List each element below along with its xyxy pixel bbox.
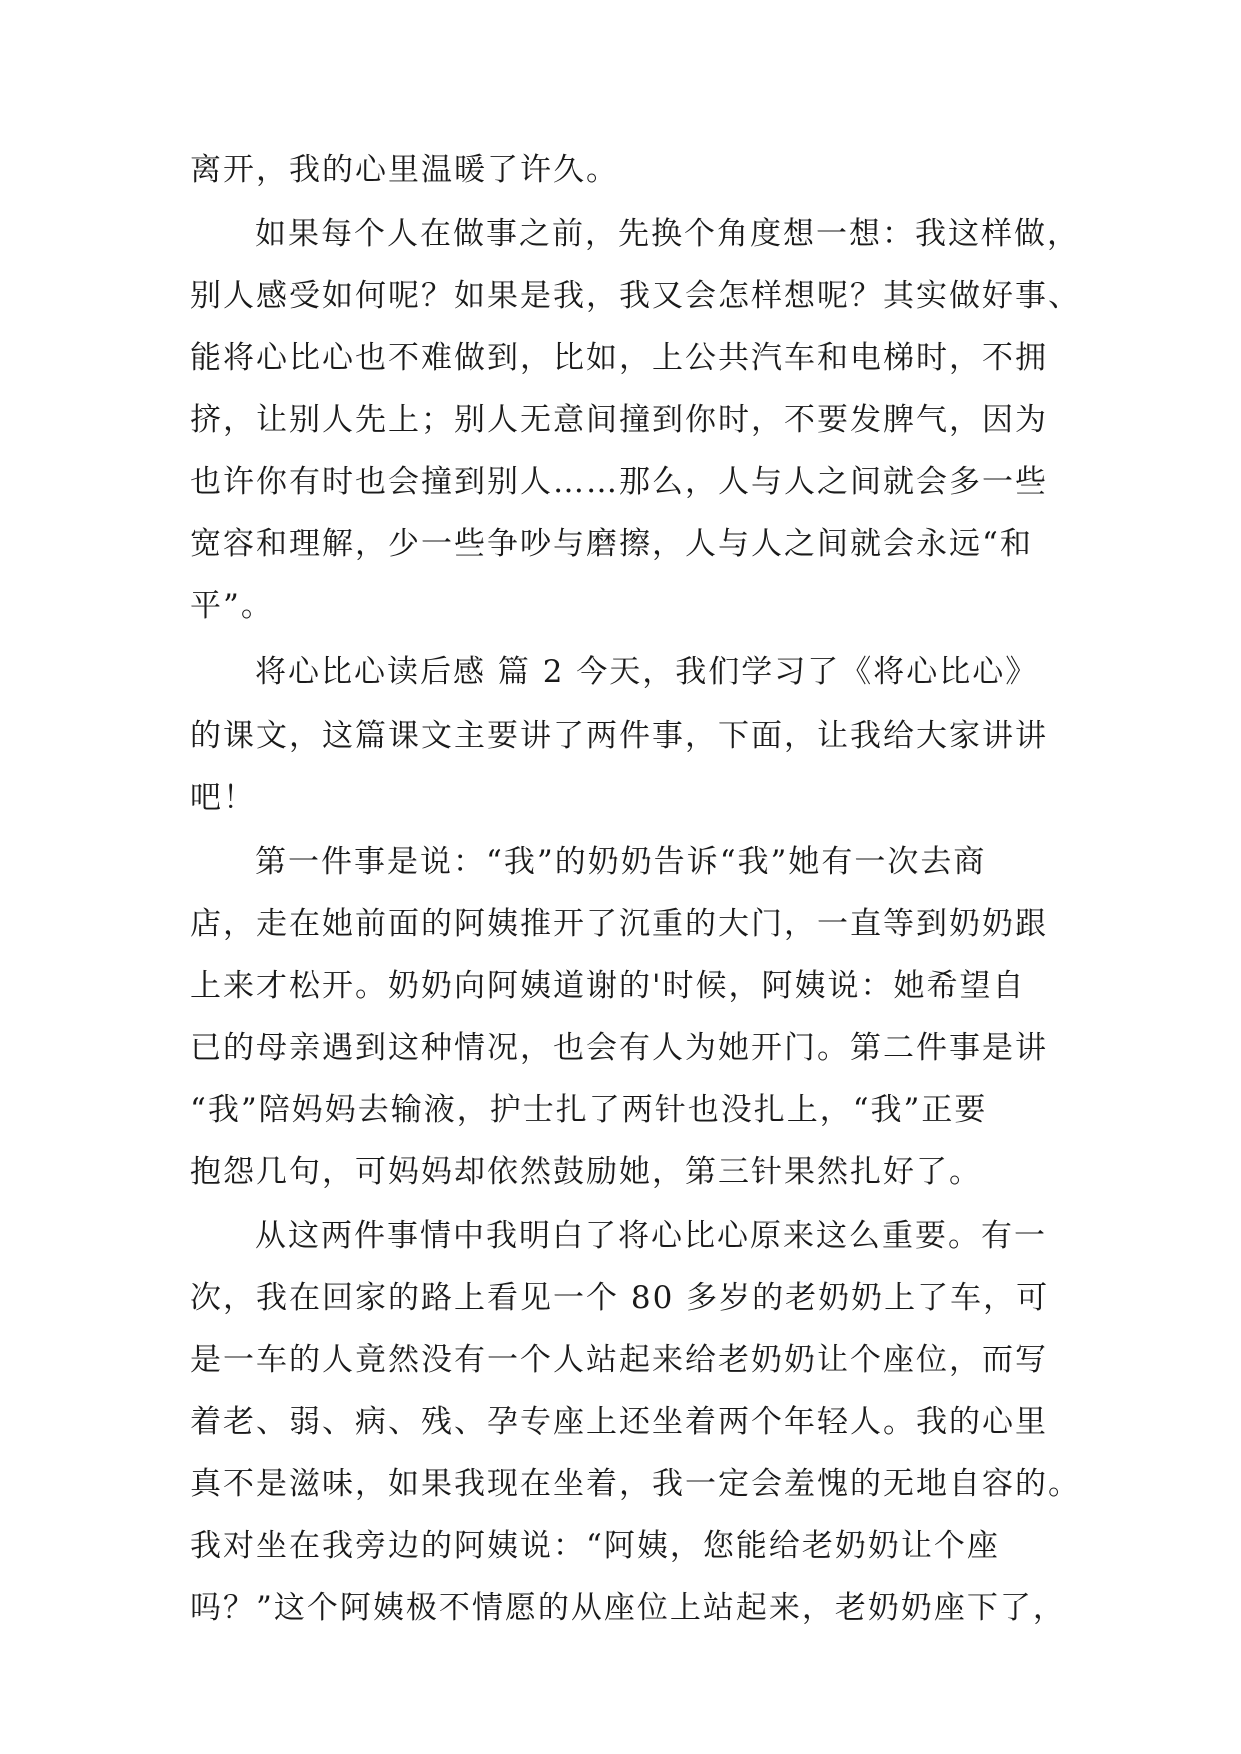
text-line: 如果每个人在做事之前，先换个角度想一想：我这样做，: [255, 216, 1080, 252]
text-line: 吗？”这个阿姨极不情愿的从座位上站起来，老奶奶座下了，: [190, 1590, 1066, 1626]
text-line: 我对坐在我旁边的阿姨说：“阿姨，您能给老奶奶让个座: [190, 1528, 1000, 1564]
text-line: 将心比心读后感 篇 2 今天，我们学习了《将心比心》: [255, 654, 1039, 690]
text-line: 店，走在她前面的阿姨推开了沉重的大门，一直等到奶奶跟: [190, 906, 1048, 942]
text-line: 抱怨几句，可妈妈却依然鼓励她，第三针果然扎好了。: [190, 1154, 982, 1190]
text-line: 平”。: [190, 588, 274, 624]
text-line: “我”陪妈妈去输液，护士扎了两针也没扎上，“我”正要: [190, 1092, 988, 1128]
text-line: 的课文，这篇课文主要讲了两件事，下面，让我给大家讲讲: [190, 718, 1048, 754]
text-line: 离开，我的心里温暖了许久。: [190, 152, 619, 188]
text-line: 第一件事是说：“我”的奶奶告诉“我”她有一次去商: [255, 844, 987, 880]
text-line: 挤，让别人先上；别人无意间撞到你时，不要发脾气，因为: [190, 402, 1048, 438]
text-line: 已的母亲遇到这种情况，也会有人为她开门。第二件事是讲: [190, 1030, 1048, 1066]
text-line: 真不是滋味，如果我现在坐着，我一定会羞愧的无地自容的。: [190, 1466, 1081, 1502]
text-line: 宽容和理解，少一些争吵与磨擦，人与人之间就会永远“和: [190, 526, 1033, 562]
text-line: 上来才松开。奶奶向阿姨道谢的'时候，阿姨说：她希望自: [190, 968, 1026, 1004]
text-line: 也许你有时也会撞到别人……那么，人与人之间就会多一些: [190, 464, 1048, 500]
text-line: 从这两件事情中我明白了将心比心原来这么重要。有一: [255, 1218, 1047, 1254]
text-line: 能将心比心也不难做到，比如，上公共汽车和电梯时，不拥: [190, 340, 1048, 376]
text-line: 次，我在回家的路上看见一个 80 多岁的老奶奶上了车，可: [190, 1280, 1050, 1316]
text-line: 着老、弱、病、残、孕专座上还坐着两个年轻人。我的心里: [190, 1404, 1048, 1440]
text-line: 吧！: [190, 780, 256, 816]
text-line: 是一车的人竟然没有一个人站起来给老奶奶让个座位，而写: [190, 1342, 1048, 1378]
text-line: 别人感受如何呢？如果是我，我又会怎样想呢？其实做好事、: [190, 278, 1081, 314]
